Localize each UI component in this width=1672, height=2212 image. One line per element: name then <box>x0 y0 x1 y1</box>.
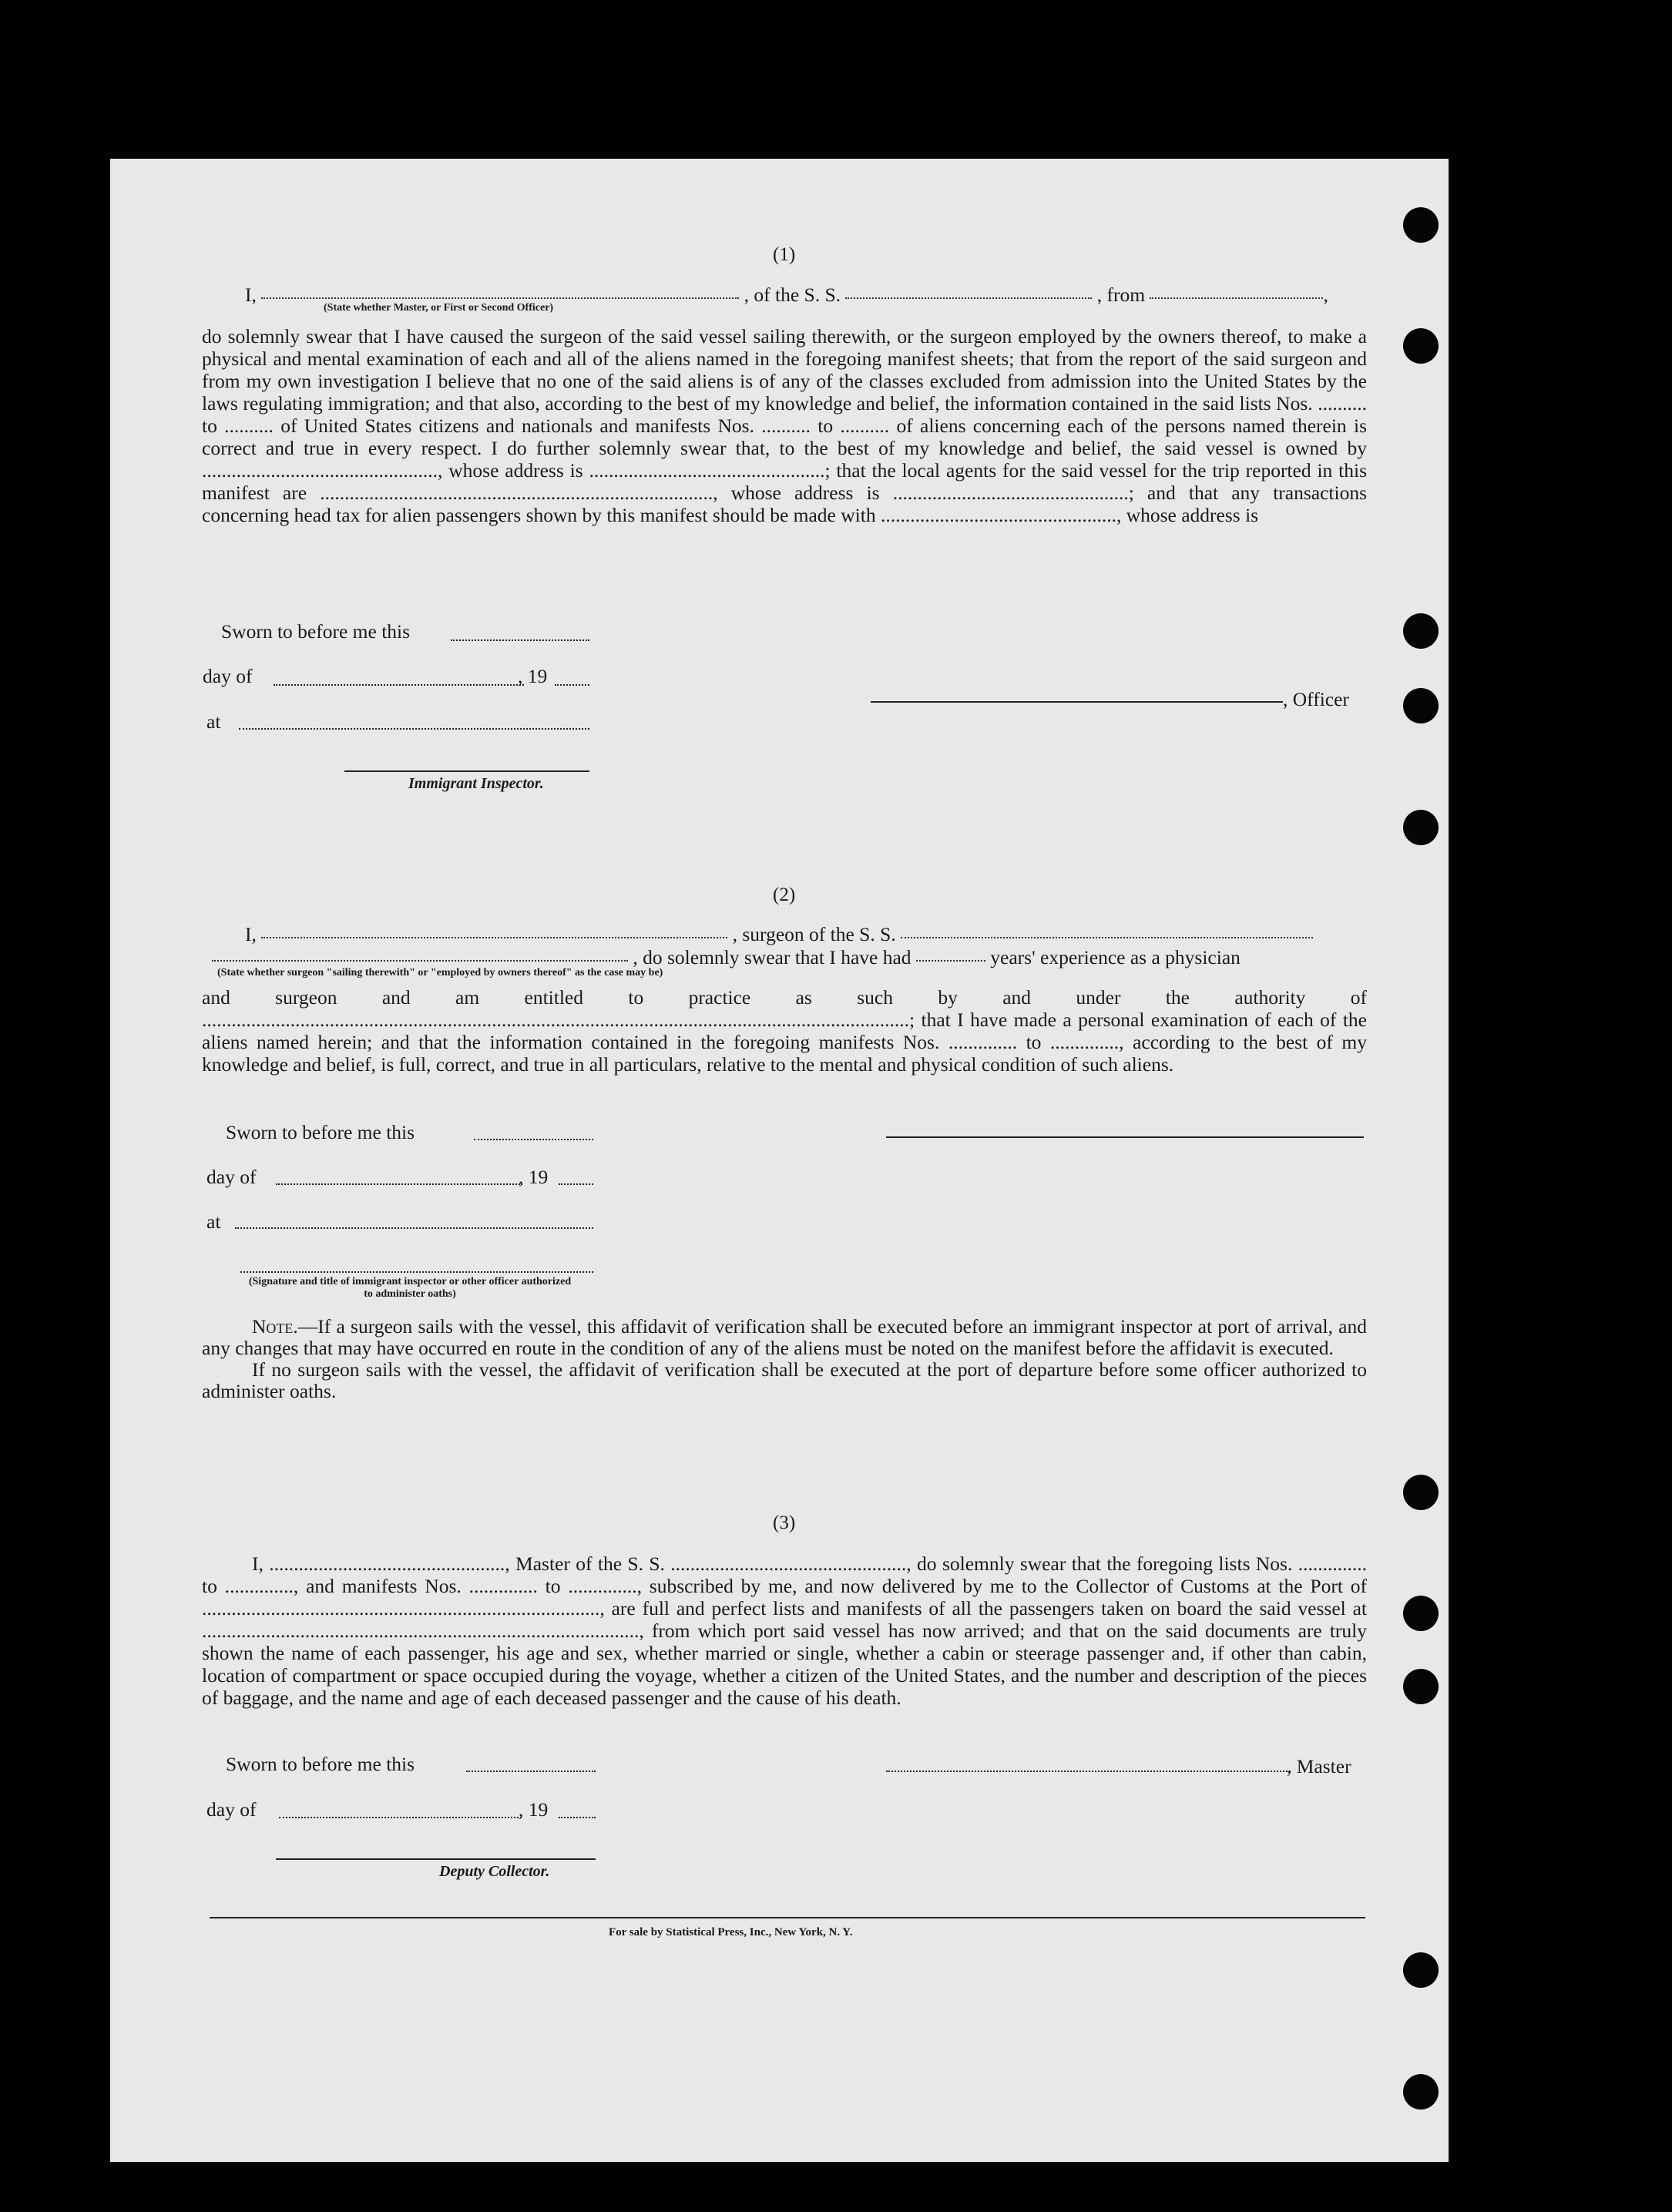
surgeon-hint: (State whether surgeon "sailing therewith" or "employed by owners thereof" as the case may be) <box>217 967 663 978</box>
footer-credit: For sale by Statistical Press, Inc., New York, N. Y. <box>609 1926 853 1938</box>
note-block: Note.—If a surgeon sails with the vessel, this affidavit of verification shall be executed before an immigrant inspector at port of arrival, and any changes that may have occurred en route in the condition of any of the aliens must be noted on the manifest before the affidavit is executed. If no surgeon sails with the vessel, the affidavit of verification shall be executed at the port of departure before some officer authorized to administer oaths. <box>202 1315 1367 1402</box>
binder-hole <box>1403 688 1439 723</box>
day-of-label: day of <box>206 1166 257 1188</box>
sworn-label: Sworn to before me this <box>226 1121 415 1143</box>
section-number: (2) <box>773 884 796 905</box>
binder-hole <box>1403 2074 1439 2110</box>
day-of-label: day of <box>206 1798 257 1821</box>
year-label: , 19 <box>518 665 548 687</box>
inspector-caption: Immigrant Inspector. <box>408 775 544 792</box>
sworn-label: Sworn to before me this <box>226 1753 415 1775</box>
collector-caption: Deputy Collector. <box>439 1863 550 1880</box>
officer-hint: (State whether Master, or First or Second Officer) <box>324 302 554 314</box>
binder-hole <box>1403 1475 1439 1510</box>
years-field[interactable] <box>916 959 985 962</box>
signature-hint: (Signature and title of immigrant inspector or other officer authorized to administer oaths) <box>248 1276 572 1300</box>
officer-name-field[interactable] <box>261 297 739 299</box>
binder-hole <box>1403 328 1439 364</box>
vessel-name-field[interactable] <box>845 297 1092 299</box>
binder-hole <box>1403 1669 1439 1704</box>
from-port-field[interactable] <box>1150 297 1323 299</box>
year-label: , 19 <box>519 1798 549 1821</box>
binder-hole <box>1403 1596 1439 1631</box>
sworn-label: Sworn to before me this <box>221 620 411 643</box>
year-label: , 19 <box>519 1166 549 1188</box>
binder-hole <box>1403 613 1439 649</box>
surgeon-name-field[interactable] <box>261 936 727 938</box>
section-3-body: I, ................................................, Master of the S. S. ................................................, do solemnly swear that the foregoing lists Nos. .............. to .............., and manifests Nos. .............. to .............., subscribed by me, and now delivered by me to the Collector of Customs at the Port of ................................................................................., are full and perfect lists and manifests of all the passengers taken on board the said vessel at ........................................................................................., from which port said vessel has now arrived; and that on the said documents are truly shown the name of each passenger, his age and sex, whether married or single, whether a cabin or steerage passenger and, if other than cabin, location of compartment or space occupied during the voyage, whether a citizen of the United States, and the number and description of the pieces of baggage, and the name and age of each deceased passenger and the cause of his death. <box>202 1552 1367 1709</box>
at-label: at <box>206 1210 221 1233</box>
binder-hole <box>1403 1952 1439 1988</box>
section-1-body: do solemnly swear that I have caused the surgeon of the said vessel sailing therewith, or the surgeon employed by the owners thereof, to make a physical and mental examination of each and all of the aliens named in the foregoing manifest sheets; that from the report of the said surgeon and from my own investigation I believe that no one of the said aliens is of any of the classes excluded from admission into the United States by the laws regulating immigration; and that also, according to the best of my knowledge and belief, the information contained in the said lists Nos. .......... to .......... of United States citizens and nationals and manifests Nos. .......... to .......... of aliens concerning each of the persons named therein is correct and true in every respect. I do further solemnly swear that, to the best of my knowledge and belief, the said vessel is owned by ................................................, whose address is ................................................; that the local agents for the said vessel for the trip reported in this manifest are ................................................................................, whose address is ................................................; and that any transactions concerning head tax for alien passengers shown by this manifest should be made with ................................................, whose address is <box>202 325 1367 526</box>
day-of-label: day of <box>203 665 253 687</box>
surgeon-vessel-field[interactable] <box>901 936 1313 938</box>
oath-first-line: I, , of the S. S. , from , <box>245 284 1328 306</box>
binder-hole <box>1403 207 1439 243</box>
section-number: (1) <box>773 244 796 265</box>
master-label: , Master <box>1287 1755 1351 1777</box>
at-label: at <box>206 710 221 733</box>
binder-hole <box>1403 810 1439 845</box>
surgeon-first-line: I, , surgeon of the S. S. <box>245 923 1313 946</box>
section-number: (3) <box>773 1512 796 1533</box>
officer-label: , Officer <box>1283 688 1349 710</box>
surgeon-second-line: , do solemnly swear that I have had years' experience as a physician <box>212 946 1241 969</box>
section-2-body: and surgeon and am entitled to practice as such by and under the authority of ................................................................................................................................................; that I have made a personal examination of each of the aliens named herein; and that the information contained in the foregoing manifests Nos. .............. to .............., according to the best of my knowledge and belief, is full, correct, and true in all particulars, relative to the mental and physical condition of such aliens. <box>202 986 1367 1076</box>
